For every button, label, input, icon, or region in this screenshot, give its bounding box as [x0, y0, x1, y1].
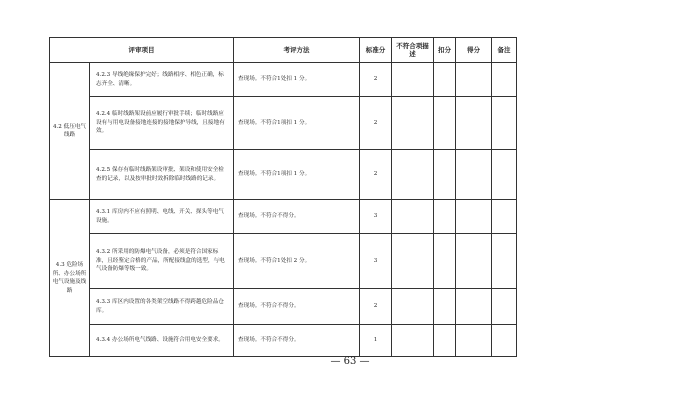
- header-noncompliance: 不符合项描述: [392, 38, 434, 63]
- item-cell: 4.3.4 办公场所电气线路、设施符合用电安全要求。: [90, 325, 234, 357]
- standard-score-cell: 2: [360, 63, 392, 97]
- deduct-cell: [434, 234, 456, 289]
- item-cell: 4.3.1 库房内不应有照明、电线、开关、探头等电气设施。: [90, 200, 234, 234]
- noncompliance-cell: [392, 289, 434, 325]
- remark-cell: [492, 63, 517, 97]
- item-cell: 4.3.2 所采用的防爆电气设备，必须是符合国家标准，且经鉴定合格的产品，所配接线盒的选型，与电气设备防爆等级一致。: [90, 234, 234, 289]
- header-method: 考评方法: [234, 38, 360, 63]
- table-row: [50, 97, 517, 150]
- remark-cell: [492, 325, 517, 357]
- method-cell: 查现场。不符合1处扣 1 分。: [234, 63, 360, 97]
- remark-cell: [492, 97, 517, 150]
- deduct-cell: [434, 97, 456, 150]
- item-cell: 4.3.3 库区内设置的各类架空线路不得跨越危险品仓库。: [90, 289, 234, 325]
- deduct-cell: [434, 200, 456, 234]
- score-cell: [456, 150, 492, 200]
- score-cell: [456, 97, 492, 150]
- noncompliance-cell: [392, 200, 434, 234]
- method-cell: 查现场。不符合1项扣 1 分。: [234, 97, 360, 150]
- header-score: 得分: [456, 38, 492, 63]
- remark-cell: [492, 289, 517, 325]
- deduct-cell: [434, 325, 456, 357]
- noncompliance-cell: [392, 150, 434, 200]
- category-cell: 4.3 危险场所、办公场所电气设施及线路: [50, 200, 90, 357]
- remark-cell: [492, 234, 517, 289]
- standard-score-cell: 1: [360, 325, 392, 357]
- deduct-cell: [434, 289, 456, 325]
- table-row: [50, 289, 517, 325]
- deduct-cell: [434, 150, 456, 200]
- category-cell: 4.2 低压电气线路: [50, 63, 90, 200]
- standard-score-cell: 3: [360, 234, 392, 289]
- deduct-cell: [434, 63, 456, 97]
- standard-score-cell: 2: [360, 289, 392, 325]
- item-cell: 4.2.5 保存有临时线路架设审批、架设和使用安全检查的记录，以及按审批时效拆除临时线路的记录。: [90, 150, 234, 200]
- remark-cell: [492, 200, 517, 234]
- header-remark: 备注: [492, 38, 517, 63]
- method-cell: 查现场。不符合1处扣 2 分。: [234, 234, 360, 289]
- score-cell: [456, 63, 492, 97]
- method-cell: 查现场。不符合不得分。: [234, 289, 360, 325]
- table-row: [50, 150, 517, 200]
- header-deduct: 扣分: [434, 38, 456, 63]
- standard-score-cell: 2: [360, 150, 392, 200]
- assessment-table: [49, 37, 517, 357]
- noncompliance-cell: [392, 234, 434, 289]
- table-row: [50, 234, 517, 289]
- page-number: — 63 —: [330, 356, 370, 367]
- method-cell: 查现场。不符合不得分。: [234, 200, 360, 234]
- header-item: 评审项目: [50, 38, 234, 63]
- method-cell: 查现场。不符合1项扣 1 分。: [234, 150, 360, 200]
- standard-score-cell: 2: [360, 97, 392, 150]
- score-cell: [456, 234, 492, 289]
- score-cell: [456, 325, 492, 357]
- assessment-table-wrapper: [49, 37, 516, 357]
- noncompliance-cell: [392, 97, 434, 150]
- table-row: [50, 200, 517, 234]
- method-cell: 查现场。不符合不得分。: [234, 325, 360, 357]
- score-cell: [456, 200, 492, 234]
- item-cell: 4.2.4 临时线路架设前应履行审批手续；临时线路应设有与用电设备接地连接的接地保护导线，且接地有效。: [90, 97, 234, 150]
- table-row: [50, 63, 517, 97]
- table-row: [50, 325, 517, 357]
- noncompliance-cell: [392, 325, 434, 357]
- score-cell: [456, 289, 492, 325]
- item-cell: 4.2.3 导线绝缘保护完好；线路相序、相色正确，标志齐全、清晰。: [90, 63, 234, 97]
- noncompliance-cell: [392, 63, 434, 97]
- header-row: [50, 38, 517, 63]
- header-standard-score: 标准分: [360, 38, 392, 63]
- standard-score-cell: 3: [360, 200, 392, 234]
- remark-cell: [492, 150, 517, 200]
